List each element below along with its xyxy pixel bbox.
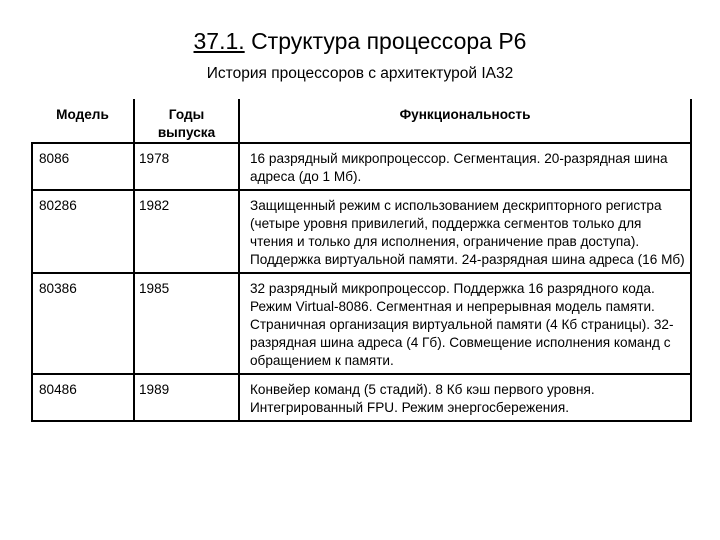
table-row (32, 190, 691, 273)
table-row (32, 143, 691, 190)
cell-functionality: Конвейер команд (5 стадий). 8 Кб кэш первого уровня. Интегрированный FPU. Режим энергосбережения. (239, 374, 691, 421)
table-row (32, 374, 691, 421)
cell-year: 1985 (134, 273, 239, 374)
cell-model: 80386 (32, 273, 134, 374)
header-years-line2: выпуска (157, 125, 216, 140)
cell-functionality: 16 разрядный микропроцессор. Сегментация. 20-разрядная шина адреса (до 1 Мб). (239, 143, 691, 190)
header-years (134, 99, 239, 143)
cell-model: 80486 (32, 374, 134, 421)
header-functionality: Функциональность (239, 99, 691, 143)
cell-year: 1989 (134, 374, 239, 421)
cell-functionality: 32 разрядный микропроцессор. Поддержка 16 разрядного кода. Режим Virtual-8086. Сегментная и непрерывная модель памяти. Страничная организация виртуальной памяти (4 Кб страницы). 32-разрядная шина адреса (4 Гб). Совмещение исполнения команд с обращением к памяти. (239, 273, 691, 374)
header-model: Модель (32, 99, 134, 143)
cell-model: 80286 (32, 190, 134, 273)
cell-model: 8086 (32, 143, 134, 190)
slide-title (0, 26, 720, 56)
header-years-line1: Годы (168, 107, 205, 122)
cell-year: 1978 (134, 143, 239, 190)
table-caption: История процессоров с архитектурой IA32 (206, 65, 514, 82)
slide-title-text: Структура процессора Р6 (251, 28, 527, 54)
slide-title-number: 37.1. (193, 28, 245, 54)
table-header-row (32, 99, 691, 143)
processor-history-table (31, 99, 692, 422)
cell-functionality: Защищенный режим с использованием дескрипторного регистра (четыре уровня привилегий, поддержка сегментов только для чтения и только для исполнения, ограничение прав доступа). Поддержка виртуальной памяти. 24-разрядная шина адреса (16 Мб) (239, 190, 691, 273)
table-row (32, 273, 691, 374)
cell-year: 1982 (134, 190, 239, 273)
